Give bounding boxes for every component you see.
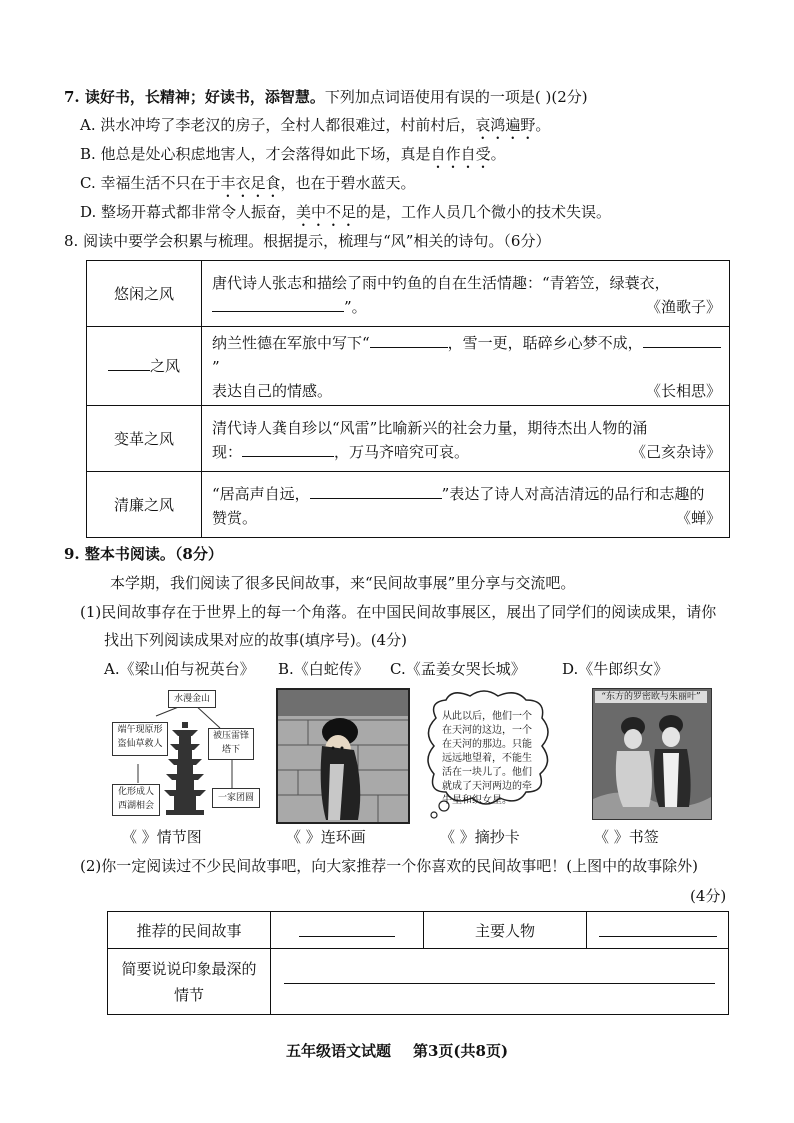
- q8-row-label: 清廉之风: [87, 472, 202, 538]
- q8-stem: 8. 阅读中要学会积累与梳理。根据提示，梳理与“风”相关的诗句。（6分）: [64, 232, 551, 250]
- answer-blank[interactable]: [108, 354, 150, 371]
- choice-a: A.《梁山伯与祝英台》: [104, 660, 255, 678]
- q8-row-content: [202, 406, 730, 472]
- q8-row-label: 悠闲之风: [87, 261, 202, 327]
- bookmark-caption: “东方的罗密欧与朱丽叶”: [595, 691, 707, 703]
- caption-plot-diagram: 《 》情节图: [122, 828, 202, 846]
- q9-part1-line1: (1)民间故事存在于世界上的每一个角落。在中国民间故事展区，展出了同学们的阅读成果，请你: [80, 603, 717, 621]
- q7-stem: [64, 86, 588, 108]
- q8-row-label-text: 之风: [149, 357, 180, 375]
- plot-node-4: [112, 784, 160, 816]
- q8-row-source: 《己亥杂诗》: [630, 442, 721, 461]
- q8-row-integrity: [87, 472, 730, 538]
- characters-answer-cell: [587, 912, 729, 949]
- caption-excerpt-card: 《 》摘抄卡: [440, 828, 520, 846]
- q8-row-blank-wind: [87, 327, 730, 406]
- q7-option-d: [80, 201, 611, 230]
- q8-row-line: 唐代诗人张志和描绘了雨中钓鱼的自在生活情趣：“青箬笠，绿蓑衣，: [212, 273, 670, 292]
- q7-option-c-end: ，也在于碧水蓝天。: [280, 174, 416, 192]
- plot-label-line: 简要说说印象最深的: [121, 959, 257, 978]
- q7-option-d-end: 的是，工作人员几个微小的技术失误。: [356, 203, 612, 221]
- answer-blank[interactable]: [212, 295, 344, 312]
- answer-spacer: [272, 984, 727, 1004]
- q9-part1-line2: 找出下列阅读成果对应的故事(填序号)。(4分): [104, 631, 407, 649]
- q9-stem: 9. 整本书阅读。（8分）: [64, 545, 223, 563]
- plot-node-text: 水漫金山: [173, 694, 210, 704]
- answer-line[interactable]: [284, 959, 715, 984]
- q8-row-text: 现：: [212, 442, 243, 461]
- q8-row-text: ，万马齐喑究可哀。: [334, 442, 470, 461]
- excerpt-card-text: 从此以后，他们一个在天河的这边，一个在天河的那边。只能远远地望着，不能生活在一块儿了。他们就成了天河两边的牵牛星和织女星。: [442, 711, 532, 806]
- q7-option-d-dotted: 美中不足: [296, 203, 357, 221]
- q9-part2: (2)你一定阅读过不少民间故事吧，向大家推荐一个你喜欢的民间故事吧！(上图中的故事除外): [80, 857, 698, 875]
- comic-picture-icon: [278, 690, 408, 822]
- answer-blank[interactable]: [242, 440, 334, 457]
- bookmark-picture-icon: [593, 689, 711, 819]
- plot-node-2: [112, 722, 168, 756]
- answer-blank[interactable]: [299, 920, 395, 937]
- plot-node-3: [208, 728, 254, 760]
- caption-comic: 《 》连环画: [286, 828, 366, 846]
- plot-label-line: 情节: [173, 985, 204, 1004]
- q8-row-text: ”。: [344, 297, 367, 316]
- choice-c: C.《孟姜女哭长城》: [390, 660, 526, 678]
- q7-option-c: [80, 172, 416, 201]
- q7-option-a-text: A. 洪水冲垮了李老汉的房子，全村人都很难过，村前村后，: [80, 116, 476, 134]
- q7-stem-rest: 下列加点词语使用有误的一项是( )(2分): [324, 88, 588, 106]
- q7-option-a-end: 。: [535, 116, 551, 134]
- q8-row-line2: [212, 440, 721, 464]
- plot-label: [108, 949, 271, 1015]
- recommend-table: [107, 911, 729, 1015]
- footer-page: 第3页(共8页): [412, 1042, 509, 1060]
- plot-node-1: [168, 690, 216, 708]
- choice-d: D.《牛郎织女》: [562, 660, 669, 678]
- recommend-answer-cell: [271, 912, 424, 949]
- q8-row-line2: [212, 379, 721, 403]
- q8-row-source: 《长相思》: [645, 382, 721, 400]
- q8-row-line: 清代诗人龚自珍以“风雷”比喻新兴的社会力量，期待杰出人物的涌: [212, 418, 648, 437]
- answer-blank[interactable]: [370, 331, 448, 348]
- q8-row-reform: [87, 406, 730, 472]
- q9-intro: 本学期，我们阅读了很多民间故事，来“民间故事展”里分享与交流吧。: [110, 574, 576, 592]
- plot-node-text: 端午现原形 盗仙草救人: [117, 725, 163, 749]
- characters-label: 主要人物: [424, 912, 587, 949]
- plot-node-text: 被压雷锋 塔下: [212, 731, 249, 755]
- q8-row-text: ”表达了诗人对高洁清远的品行和志趣的: [441, 484, 705, 503]
- q8-row-text: 表达自己的情感。: [212, 382, 333, 400]
- q8-row-text: ，雪一更，聒碎乡心梦不成，: [447, 334, 643, 352]
- q7-option-c-dotted: 丰衣足食: [220, 174, 281, 192]
- q7-option-b-dotted: 自作自受: [430, 145, 491, 163]
- q8-row-text: 纳兰性德在军旅中写下“: [212, 334, 370, 352]
- q7-option-b-text: B. 他总是处心积虑地害人，才会落得如此下场，真是: [80, 145, 431, 163]
- q8-row-text: ”: [212, 358, 220, 376]
- answer-blank[interactable]: [599, 920, 717, 937]
- q8-row-text: 赞赏。: [212, 508, 258, 527]
- q8-row-leisure: [87, 261, 730, 327]
- q8-row-content: [202, 472, 730, 538]
- q7-option-b-end: 。: [490, 145, 506, 163]
- answer-blank[interactable]: [310, 482, 442, 499]
- q8-row-label: [87, 327, 202, 406]
- caption-bookmark: 《 》书签: [594, 828, 659, 846]
- plot-answer-cell: [271, 949, 729, 1015]
- plot-row: [108, 949, 729, 1015]
- q7-stem-bold: 7. 读好书，长精神；好读书，添智慧。: [64, 88, 325, 106]
- q8-table: [86, 260, 730, 538]
- q8-row-label: 变革之风: [87, 406, 202, 472]
- q7-option-a-dotted: 哀鸿遍野: [475, 116, 536, 134]
- q8-row-content: [202, 327, 730, 406]
- q8-row-text: “居高声自远，: [212, 484, 310, 503]
- q7-option-c-text: C. 幸福生活不只在于: [80, 174, 221, 192]
- plot-node-text: 一家团圆: [217, 793, 254, 803]
- recommend-label: 推荐的民间故事: [108, 912, 271, 949]
- q7-option-b: [80, 143, 506, 172]
- choice-b: B.《白蛇传》: [278, 660, 369, 678]
- q9-part2-score: (4分): [690, 887, 727, 905]
- q8-row-source: 《渔歌子》: [645, 297, 721, 316]
- bookmark-image: [592, 688, 712, 820]
- plot-diagram: [108, 688, 268, 824]
- answer-blank[interactable]: [643, 331, 721, 348]
- excerpt-card: [422, 688, 554, 820]
- recommend-row: [108, 912, 729, 949]
- plot-node-5: [212, 788, 260, 808]
- q7-option-a: [80, 114, 550, 143]
- q8-row-line: [212, 331, 721, 379]
- q7-option-d-text: D. 整场开幕式都非常令人振奋，: [80, 203, 297, 221]
- page-footer: [0, 1040, 794, 1061]
- q8-row-source: 《蝉》: [675, 508, 721, 527]
- comic-illustration: [276, 688, 410, 824]
- plot-node-text: 化形成人 西湖相会: [117, 787, 154, 811]
- q8-row-line: [212, 482, 721, 506]
- q8-row-line2: [212, 295, 721, 319]
- q8-row-content: [202, 261, 730, 327]
- q8-row-line2: [212, 506, 721, 530]
- footer-title: 五年级语文试题: [285, 1042, 391, 1060]
